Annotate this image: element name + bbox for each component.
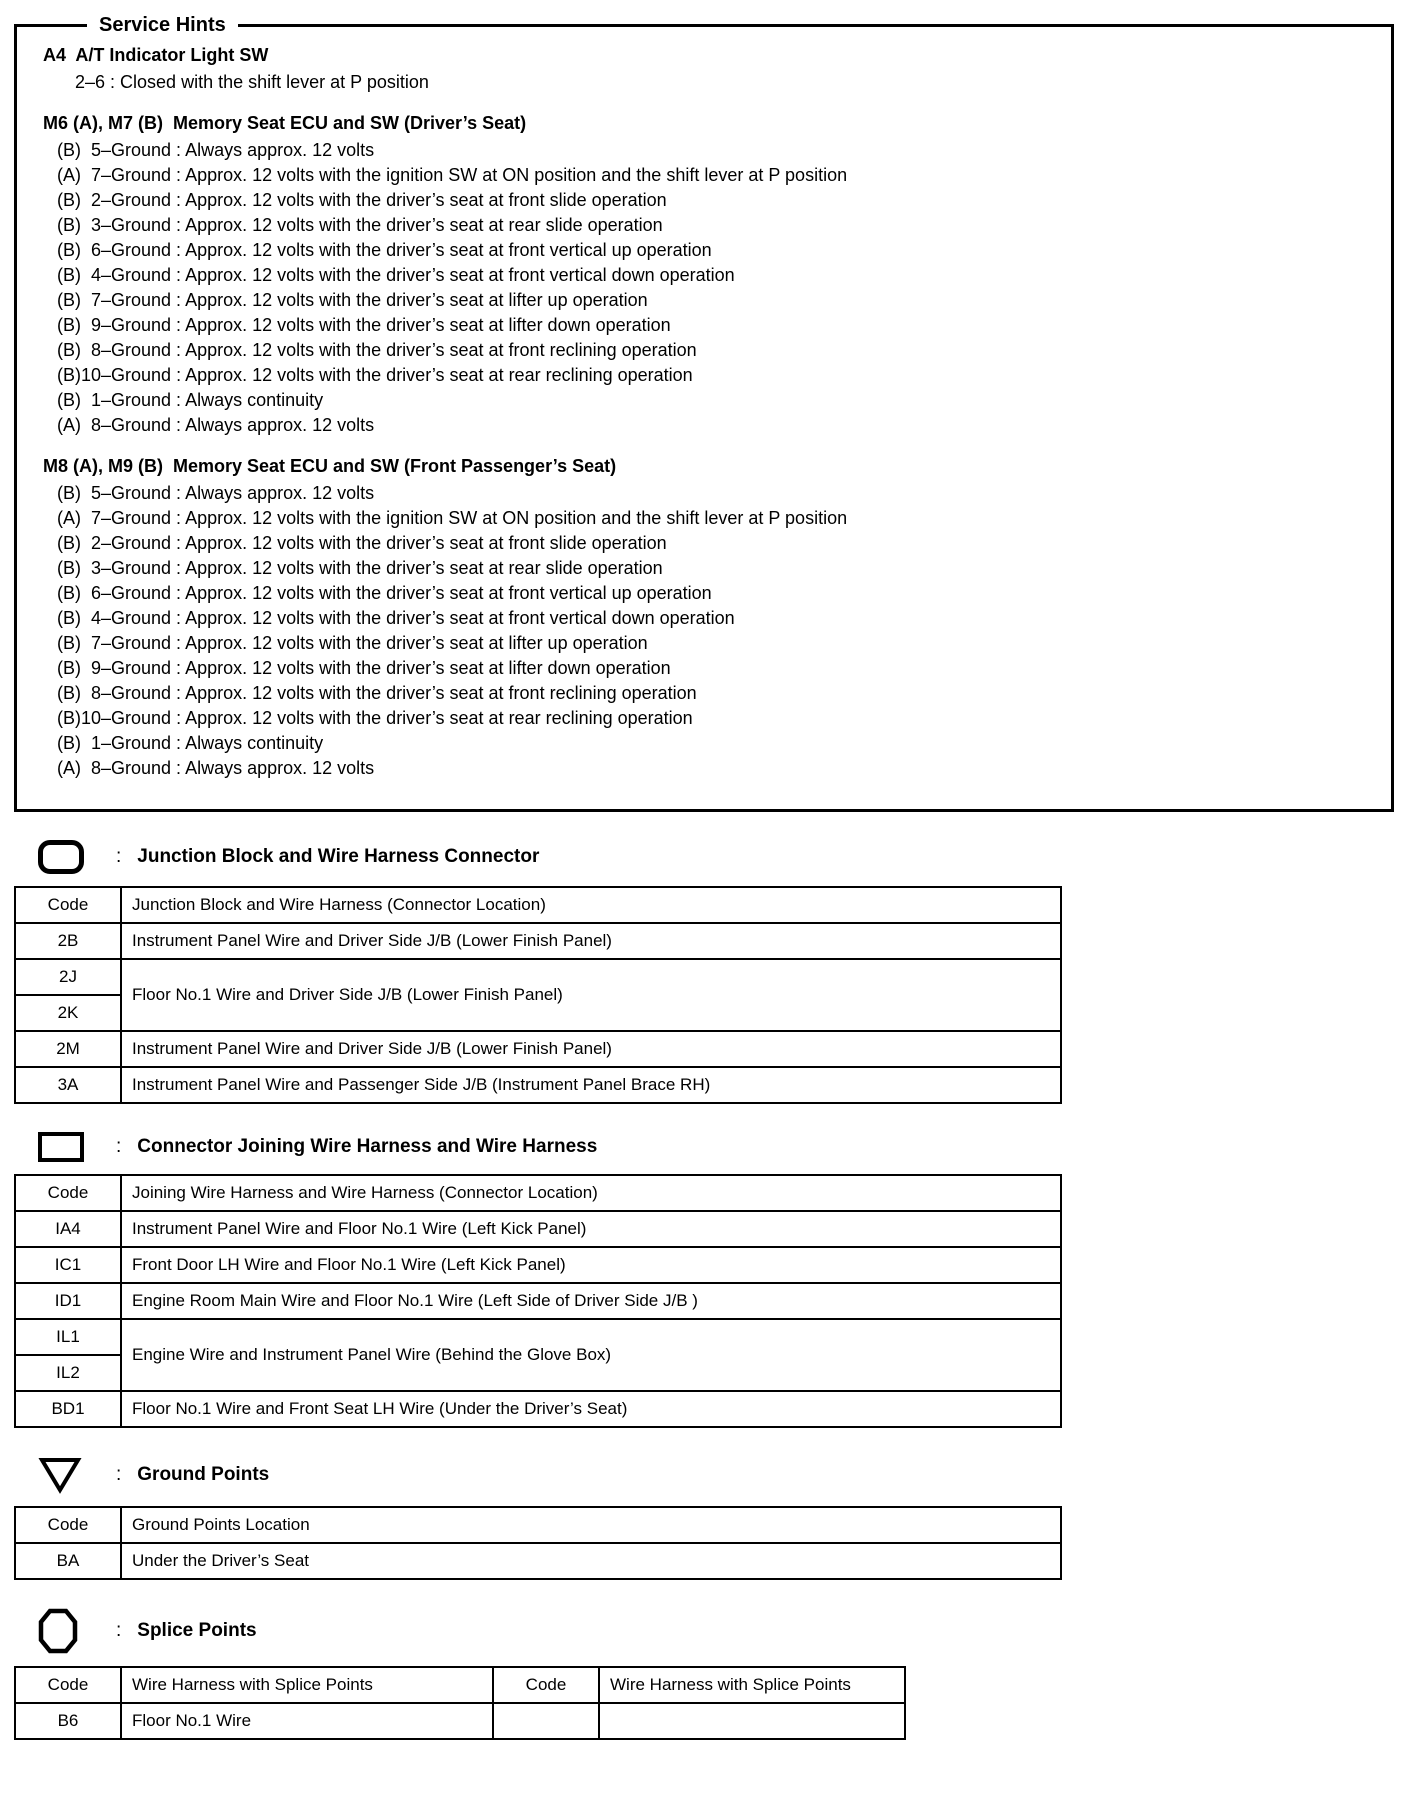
table-cell: Engine Wire and Instrument Panel Wire (Behind the Glove Box) bbox=[121, 1319, 1061, 1391]
ground-point-icon bbox=[38, 1456, 104, 1494]
table-header-cell: Ground Points Location bbox=[121, 1507, 1061, 1543]
legend-title-ground-points: Ground Points bbox=[137, 1464, 270, 1485]
table-cell: Instrument Panel Wire and Passenger Side J/B (Instrument Panel Brace RH) bbox=[121, 1067, 1061, 1103]
table-header-row bbox=[15, 1175, 1061, 1211]
table-cell: 2M bbox=[15, 1031, 121, 1067]
table-cell: B6 bbox=[15, 1703, 121, 1739]
table-cell: IC1 bbox=[15, 1247, 121, 1283]
legend-colon: : bbox=[116, 846, 122, 867]
service-hints-box bbox=[14, 14, 1394, 812]
table-row bbox=[15, 1703, 905, 1739]
table-header-cell: Code bbox=[15, 1175, 121, 1211]
hint-lines bbox=[43, 138, 1371, 438]
hint-line: (B)10–Ground : Approx. 12 volts with the driver’s seat at rear reclining operation bbox=[57, 708, 693, 728]
table-cell: 2K bbox=[15, 995, 121, 1031]
table-cell: 2J bbox=[15, 959, 121, 995]
table-row bbox=[15, 959, 1061, 995]
table-header-row bbox=[15, 1507, 1061, 1543]
table-cell: Floor No.1 Wire and Driver Side J/B (Lower Finish Panel) bbox=[121, 959, 1061, 1031]
hint-section-a4 bbox=[43, 43, 1371, 95]
hint-lines bbox=[43, 70, 1371, 95]
wire-to-wire-connector-icon bbox=[38, 1132, 104, 1162]
table-header-cell: Code bbox=[15, 1667, 121, 1703]
hint-line: (B) 2–Ground : Approx. 12 volts with the driver’s seat at front slide operation bbox=[57, 190, 667, 210]
hint-line: (B) 5–Ground : Always approx. 12 volts bbox=[57, 140, 375, 160]
service-hints-title: Service Hints bbox=[87, 13, 238, 37]
hint-heading: A4 A/T Indicator Light SW bbox=[43, 45, 269, 65]
hint-line: (B) 6–Ground : Approx. 12 volts with the driver’s seat at front vertical up operation bbox=[57, 240, 712, 260]
wire-to-wire-table bbox=[14, 1174, 1062, 1428]
junction-block-connector-icon bbox=[38, 840, 104, 874]
hint-line: (B) 1–Ground : Always continuity bbox=[57, 733, 324, 753]
hint-line: (A) 7–Ground : Approx. 12 volts with the ignition SW at ON position and the shift lever at P position bbox=[57, 508, 848, 528]
hint-line: (B) 1–Ground : Always continuity bbox=[57, 390, 324, 410]
table-header-cell: Joining Wire Harness and Wire Harness (Connector Location) bbox=[121, 1175, 1061, 1211]
hint-lines bbox=[43, 481, 1371, 781]
hint-line: (B) 4–Ground : Approx. 12 volts with the driver’s seat at front vertical down operation bbox=[57, 265, 735, 285]
table-cell bbox=[599, 1703, 905, 1739]
table-header-row bbox=[15, 887, 1061, 923]
legend-head-junction-block bbox=[38, 840, 1394, 874]
legend-title-junction-block: Junction Block and Wire Harness Connector bbox=[137, 846, 540, 867]
table-cell: Floor No.1 Wire bbox=[121, 1703, 493, 1739]
legend-title-splice-points: Splice Points bbox=[137, 1620, 257, 1641]
table-cell: Floor No.1 Wire and Front Seat LH Wire (Under the Driver’s Seat) bbox=[121, 1391, 1061, 1427]
hint-line: (B) 6–Ground : Approx. 12 volts with the driver’s seat at front vertical up operation bbox=[57, 583, 712, 603]
hint-line: (A) 8–Ground : Always approx. 12 volts bbox=[57, 758, 375, 778]
hint-line: (B) 9–Ground : Approx. 12 volts with the driver’s seat at lifter down operation bbox=[57, 658, 671, 678]
splice-point-icon bbox=[38, 1608, 104, 1654]
table-header-cell: Code bbox=[15, 887, 121, 923]
hint-section-m8-m9 bbox=[43, 454, 1371, 781]
hint-line: (B)10–Ground : Approx. 12 volts with the driver’s seat at rear reclining operation bbox=[57, 365, 693, 385]
table-cell: Engine Room Main Wire and Floor No.1 Wire (Left Side of Driver Side J/B ) bbox=[121, 1283, 1061, 1319]
table-cell: 3A bbox=[15, 1067, 121, 1103]
table-cell: IL1 bbox=[15, 1319, 121, 1355]
table-cell: Instrument Panel Wire and Driver Side J/B (Lower Finish Panel) bbox=[121, 923, 1061, 959]
hint-line: (B) 3–Ground : Approx. 12 volts with the driver’s seat at rear slide operation bbox=[57, 215, 663, 235]
table-row bbox=[15, 1031, 1061, 1067]
hint-line: (A) 7–Ground : Approx. 12 volts with the ignition SW at ON position and the shift lever at P position bbox=[57, 165, 848, 185]
hint-line: (B) 7–Ground : Approx. 12 volts with the driver’s seat at lifter up operation bbox=[57, 633, 648, 653]
hint-line: (B) 8–Ground : Approx. 12 volts with the driver’s seat at front reclining operation bbox=[57, 340, 697, 360]
table-header-cell: Junction Block and Wire Harness (Connector Location) bbox=[121, 887, 1061, 923]
table-cell: Instrument Panel Wire and Floor No.1 Wire (Left Kick Panel) bbox=[121, 1211, 1061, 1247]
table-cell bbox=[493, 1703, 599, 1739]
table-row bbox=[15, 923, 1061, 959]
table-header-row bbox=[15, 1667, 905, 1703]
hint-line: (B) 5–Ground : Always approx. 12 volts bbox=[57, 483, 375, 503]
legend-colon: : bbox=[116, 1464, 122, 1485]
table-cell: Instrument Panel Wire and Driver Side J/B (Lower Finish Panel) bbox=[121, 1031, 1061, 1067]
table-cell: IA4 bbox=[15, 1211, 121, 1247]
table-header-cell: Code bbox=[15, 1507, 121, 1543]
table-row bbox=[15, 1543, 1061, 1579]
hint-line: (B) 3–Ground : Approx. 12 volts with the driver’s seat at rear slide operation bbox=[57, 558, 663, 578]
table-row bbox=[15, 1067, 1061, 1103]
hint-line: 2–6 : Closed with the shift lever at P position bbox=[75, 72, 429, 92]
hint-line: (B) 7–Ground : Approx. 12 volts with the driver’s seat at lifter up operation bbox=[57, 290, 648, 310]
table-header-cell: Wire Harness with Splice Points bbox=[121, 1667, 493, 1703]
junction-block-table bbox=[14, 886, 1062, 1104]
table-cell: BA bbox=[15, 1543, 121, 1579]
table-row bbox=[15, 1319, 1061, 1355]
table-row bbox=[15, 1391, 1061, 1427]
table-cell: Under the Driver’s Seat bbox=[121, 1543, 1061, 1579]
table-row bbox=[15, 1211, 1061, 1247]
legend-colon: : bbox=[116, 1136, 122, 1157]
table-cell: 2B bbox=[15, 923, 121, 959]
legend-head-splice-points bbox=[38, 1608, 1394, 1654]
legend-head-ground-points bbox=[38, 1456, 1394, 1494]
hint-line: (B) 2–Ground : Approx. 12 volts with the driver’s seat at front slide operation bbox=[57, 533, 667, 553]
table-row bbox=[15, 1283, 1061, 1319]
table-cell: IL2 bbox=[15, 1355, 121, 1391]
hint-line: (B) 4–Ground : Approx. 12 volts with the driver’s seat at front vertical down operation bbox=[57, 608, 735, 628]
ground-points-table bbox=[14, 1506, 1062, 1580]
splice-points-table bbox=[14, 1666, 906, 1740]
hint-heading: M8 (A), M9 (B) Memory Seat ECU and SW (Front Passenger’s Seat) bbox=[43, 456, 617, 476]
hint-line: (B) 9–Ground : Approx. 12 volts with the driver’s seat at lifter down operation bbox=[57, 315, 671, 335]
table-header-cell: Wire Harness with Splice Points bbox=[599, 1667, 905, 1703]
table-cell: Front Door LH Wire and Floor No.1 Wire (Left Kick Panel) bbox=[121, 1247, 1061, 1283]
table-cell: ID1 bbox=[15, 1283, 121, 1319]
legend-head-wire-to-wire bbox=[38, 1132, 1394, 1162]
legend-colon: : bbox=[116, 1620, 122, 1641]
hint-section-m6-m7 bbox=[43, 111, 1371, 438]
hint-heading: M6 (A), M7 (B) Memory Seat ECU and SW (Driver’s Seat) bbox=[43, 113, 527, 133]
legend-title-wire-to-wire: Connector Joining Wire Harness and Wire Harness bbox=[137, 1136, 598, 1157]
hint-line: (B) 8–Ground : Approx. 12 volts with the driver’s seat at front reclining operation bbox=[57, 683, 697, 703]
table-row bbox=[15, 1247, 1061, 1283]
table-cell: BD1 bbox=[15, 1391, 121, 1427]
hint-line: (A) 8–Ground : Always approx. 12 volts bbox=[57, 415, 375, 435]
table-header-cell: Code bbox=[493, 1667, 599, 1703]
